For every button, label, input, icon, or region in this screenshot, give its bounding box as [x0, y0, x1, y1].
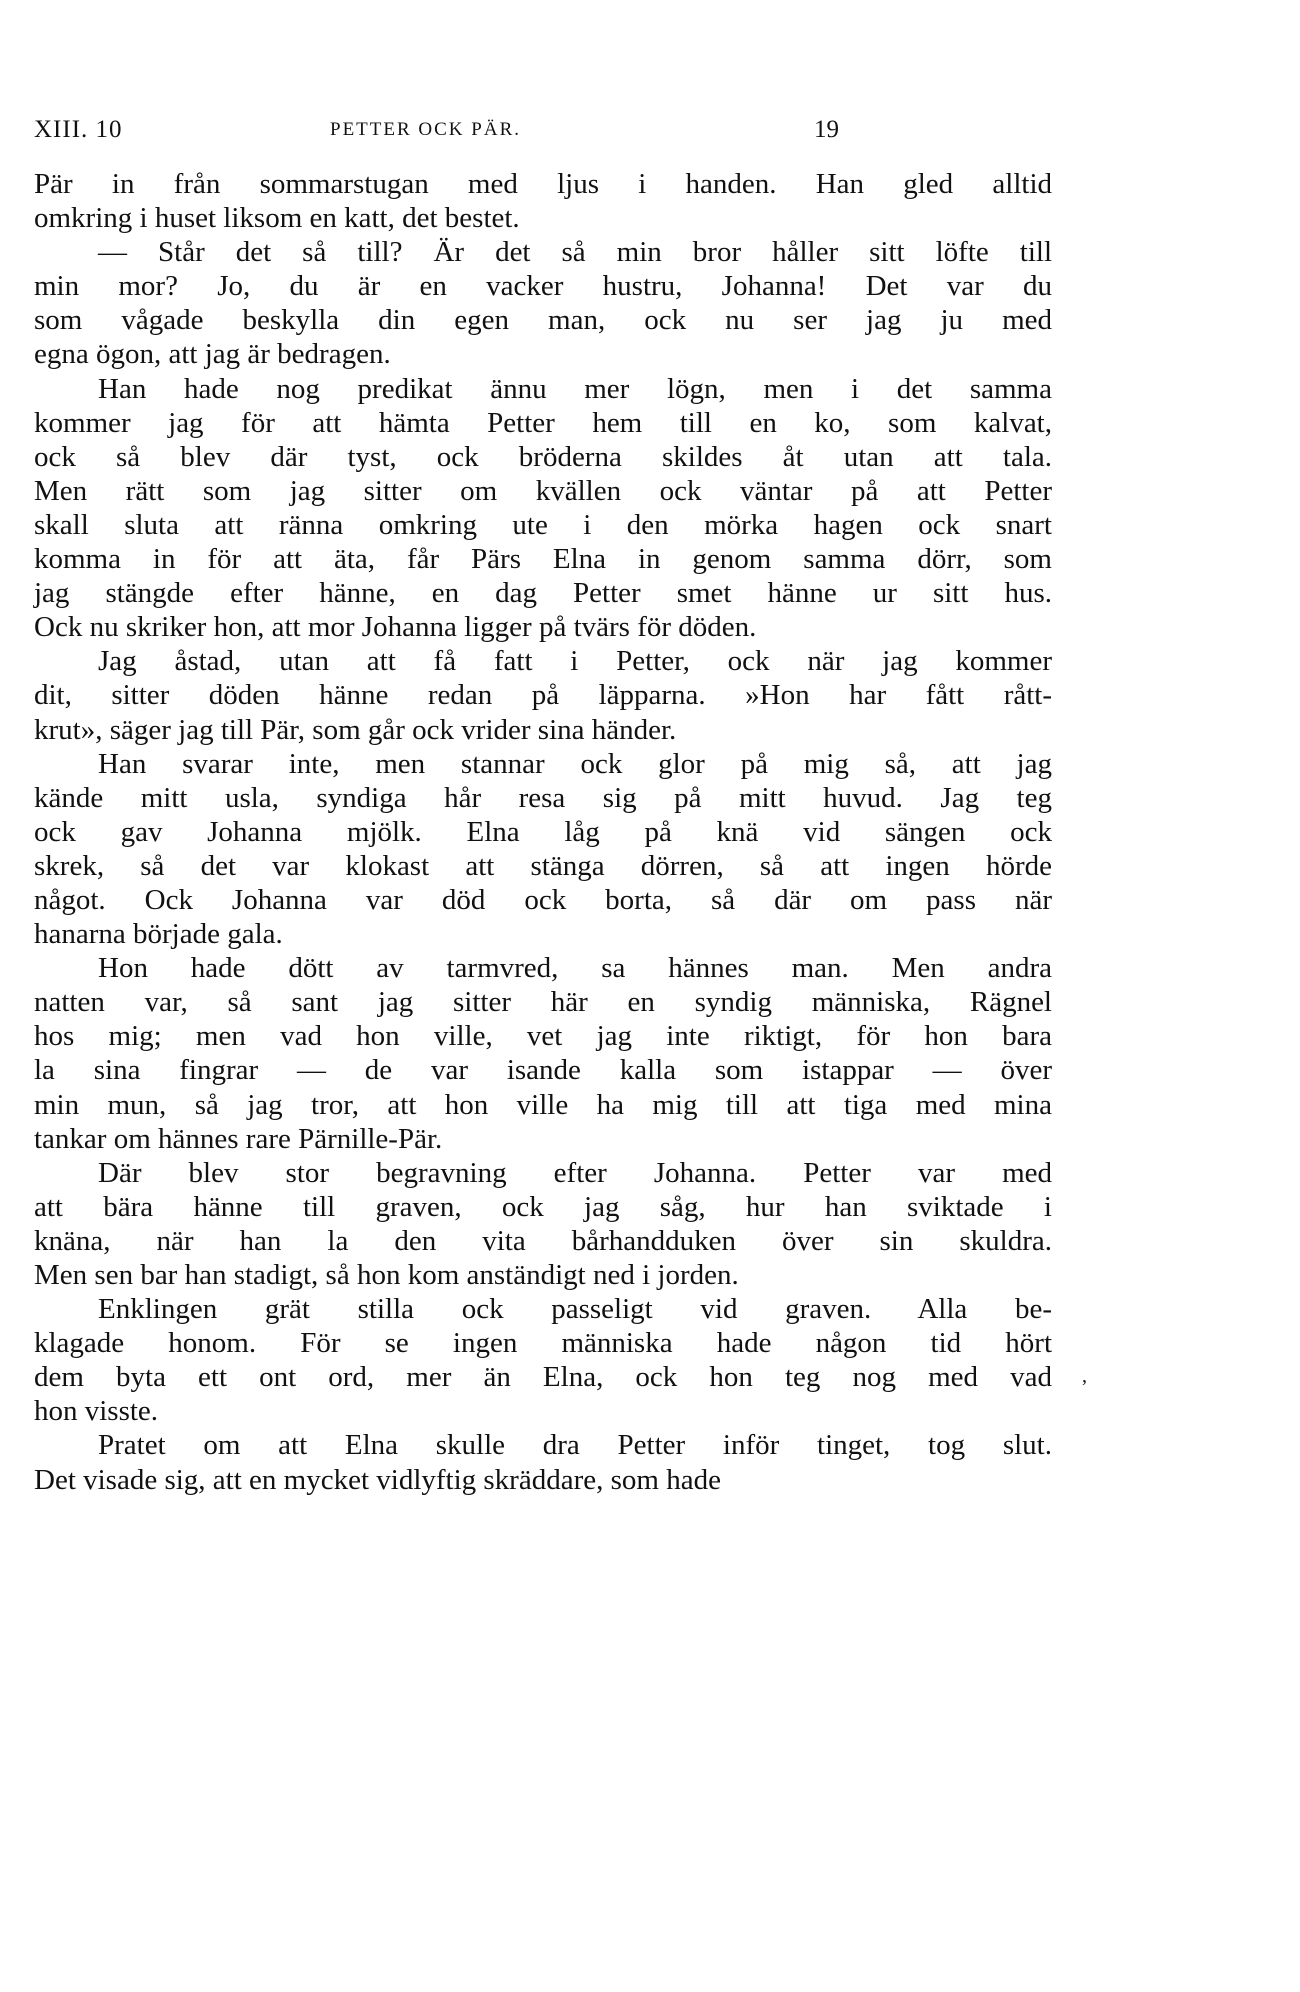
text-line: min mun, så jag tror, att hon ville ha mig till att tiga med mina	[34, 1088, 1052, 1121]
text-line: hos mig; men vad hon ville, vet jag inte riktigt, för hon bara	[34, 1020, 1052, 1053]
text-line: hanarna började gala.	[34, 918, 283, 951]
text-line: något. Ock Johanna var död ock borta, så där om pass när	[34, 883, 1052, 916]
paragraph	[34, 1156, 1052, 1292]
text-line: la sina fingrar — de var isande kalla som istappar — över	[34, 1054, 1052, 1087]
text-line: omkring i huset liksom en katt, det bestet.	[34, 202, 520, 235]
text-line: jag stängde efter hänne, en dag Petter smet hänne ur sitt hus.	[34, 577, 1052, 610]
text-line: knäna, när han la den vita bårhandduken över sin skuldra.	[34, 1224, 1052, 1257]
text-line: Men rätt som jag sitter om kvällen ock väntar på att Petter	[34, 474, 1052, 507]
text-line: Hon hade dött av tarmvred, sa hännes man. Men andra	[98, 952, 1052, 985]
text-line: ock gav Johanna mjölk. Elna låg på knä vid sängen ock	[34, 815, 1052, 848]
running-title: PETTER OCK PÄR.	[330, 119, 521, 140]
text-line: ock så blev där tyst, ock bröderna skildes åt utan att tala.	[34, 440, 1052, 473]
paragraph	[34, 644, 1052, 746]
text-line: Pär in från sommarstugan med ljus i handen. Han gled alltid	[34, 168, 1052, 200]
page-number: 19	[814, 116, 839, 143]
text-line: hon visste.	[34, 1395, 159, 1428]
stray-mark: ,	[1082, 1365, 1087, 1387]
text-line: komma in för att äta, får Pärs Elna in genom samma dörr, som	[34, 543, 1052, 576]
paragraph	[34, 235, 1052, 371]
text-line: som vågade beskylla din egen man, ock nu ser jag ju med	[34, 304, 1052, 337]
text-line: Enklingen grät stilla ock passeligt vid graven. Alla be-	[98, 1293, 1052, 1326]
text-line: natten var, så sant jag sitter här en syndig människa, Rägnel	[34, 986, 1052, 1019]
running-header	[34, 116, 1044, 156]
paragraph	[34, 951, 1052, 1156]
paragraph	[34, 1428, 1052, 1496]
text-line: att bära hänne till graven, ock jag såg, hur han sviktade i	[34, 1190, 1052, 1223]
text-line: Men sen bar han stadigt, så hon kom anständigt ned i jorden.	[34, 1259, 739, 1291]
chapter-reference: XIII. 10	[34, 116, 123, 143]
text-line: egna ögon, att jag är bedragen.	[34, 338, 391, 371]
text-line: krut», säger jag till Pär, som går ock vrider sina händer.	[34, 713, 677, 746]
text-line: kände mitt usla, syndiga hår resa sig på mitt huvud. Jag teg	[34, 781, 1052, 814]
text-line: Det visade sig, att en mycket vidlyftig skräddare, som hade	[34, 1463, 721, 1496]
text-line: tankar om hännes rare Pärnille-Pär.	[34, 1122, 443, 1155]
text-line: Ock nu skriker hon, att mor Johanna ligger på tvärs för döden.	[34, 611, 757, 644]
text-line: dit, sitter döden hänne redan på läpparna. »Hon har fått rått-	[34, 679, 1052, 712]
body-text	[34, 167, 1052, 1497]
text-line: Där blev stor begravning efter Johanna. Petter var med	[98, 1156, 1052, 1189]
text-line: Han svarar inte, men stannar ock glor på mig så, att jag	[98, 747, 1052, 780]
paragraph	[34, 167, 1052, 235]
paragraph	[34, 1292, 1052, 1428]
text-line: Pratet om att Elna skulle dra Petter inför tinget, tog slut.	[98, 1429, 1052, 1462]
text-line: Han hade nog predikat ännu mer lögn, men i det samma	[98, 372, 1052, 405]
text-line: skrek, så det var klokast att stänga dörren, så att ingen hörde	[34, 849, 1052, 882]
text-line: kommer jag för att hämta Petter hem till en ko, som kalvat,	[34, 406, 1052, 439]
text-line: dem byta ett ont ord, mer än Elna, ock hon teg nog med vad	[34, 1361, 1052, 1394]
paragraph	[34, 372, 1052, 645]
text-line: Jag åstad, utan att få fatt i Petter, ock när jag kommer	[98, 645, 1052, 678]
text-line: skall sluta att ränna omkring ute i den mörka hagen ock snart	[34, 508, 1052, 541]
text-line: — Står det så till? Är det så min bror håller sitt löfte till	[98, 236, 1052, 269]
text-line: min mor? Jo, du är en vacker hustru, Johanna! Det var du	[34, 270, 1052, 303]
paragraph	[34, 747, 1052, 952]
text-line: klagade honom. För se ingen människa hade någon tid hört	[34, 1327, 1052, 1360]
